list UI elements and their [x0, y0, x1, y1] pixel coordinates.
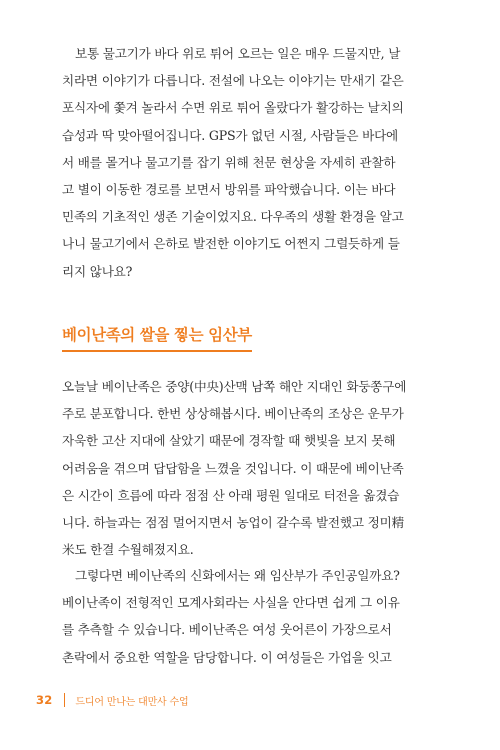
text-line: 자욱한 고산 지대에 살았기 때문에 경작할 때 햇빛을 보지 못해 — [62, 433, 396, 449]
text-line: 치라면 이야기가 다릅니다. 전설에 나오는 이야기는 만새기 같은 — [62, 73, 404, 89]
text-line: 촌락에서 중요한 역할을 담당합니다. 이 여성들은 가업을 잇고 — [62, 649, 392, 665]
text-line: 보통 물고기가 바다 위로 튀어 오르는 일은 매우 드물지만, 날 — [75, 46, 401, 61]
running-title: 드디어 만나는 대만사 수업 — [75, 696, 189, 708]
text-line: 민족의 기초적인 생존 기술이었지요. 다우족의 생활 환경을 알고 — [62, 209, 404, 225]
body-paragraph — [62, 562, 438, 671]
section-heading-label: 베이난족의 쌀을 찧는 임산부 — [62, 323, 252, 352]
page-number: 32 — [36, 693, 53, 707]
text-line: 베이난족이 전형적인 모계사회라는 사실을 안다면 쉽게 그 이유 — [62, 595, 400, 611]
text-line: 米도 한결 수월해졌지요. — [62, 542, 194, 558]
section-heading — [62, 323, 252, 353]
footer-divider — [64, 693, 65, 707]
text-line: 오늘날 베이난족은 중양(中央)산맥 남쪽 해안 지대인 화둥쫑구에 — [62, 379, 407, 394]
text-line: 어려움을 겪으며 답답함을 느꼈을 것입니다. 이 때문에 베이난족 — [62, 460, 404, 476]
text-line: 주로 분포합니다. 한번 상상해봅시다. 베이난족의 조상은 운무가 — [62, 406, 404, 422]
text-line: 서 배를 몰거나 물고기를 잡기 위해 천문 현상을 자세히 관찰하 — [62, 154, 396, 170]
text-line: 은 시간이 흐름에 따라 점점 산 아래 평원 일대로 터전을 옮겼습 — [62, 487, 400, 503]
text-line: 니다. 하늘과는 점점 멀어지면서 농업이 갈수록 발전했고 정미精 — [62, 515, 404, 531]
body-paragraph — [62, 40, 438, 285]
text-line: 습성과 딱 맞아떨어집니다. GPS가 없던 시절, 사람들은 바다에 — [62, 127, 398, 143]
text-line: 를 추측할 수 있습니다. 베이난족은 여성 웃어른이 가장으로서 — [62, 622, 392, 638]
page-footer — [36, 690, 188, 710]
text-line: 그렇다면 베이난족의 신화에서는 왜 임산부가 주인공일까요? — [75, 568, 400, 583]
text-line: 리지 않나요? — [62, 263, 133, 279]
text-line: 포식자에 쫓겨 놀라서 수면 위로 튀어 올랐다가 활강하는 날치의 — [62, 100, 404, 116]
text-line: 나니 물고기에서 은하로 발전한 이야기도 어쩐지 그럴듯하게 들 — [62, 236, 400, 252]
body-paragraph — [62, 373, 438, 563]
text-line: 고 별이 이동한 경로를 보면서 방위를 파악했습니다. 이는 바다 — [62, 182, 396, 198]
